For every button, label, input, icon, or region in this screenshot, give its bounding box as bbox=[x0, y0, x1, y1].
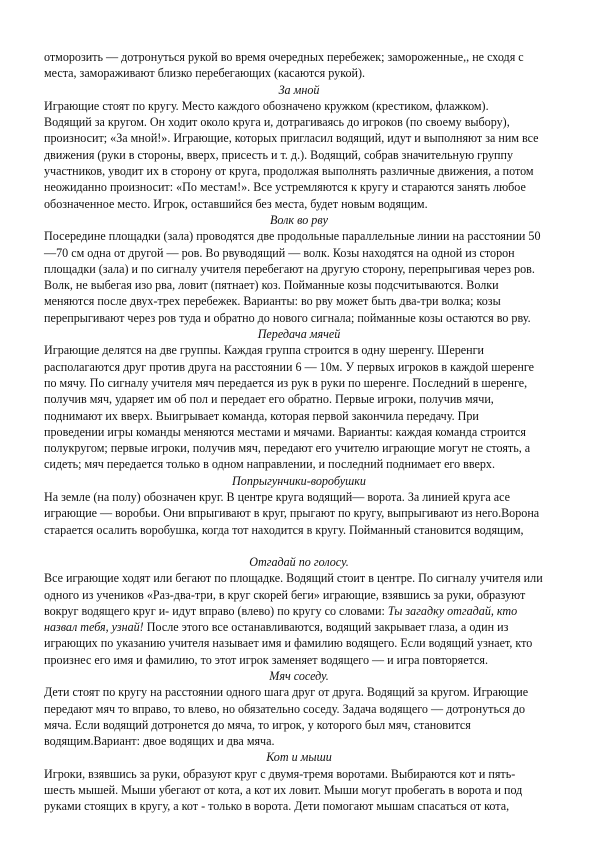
text-line: одного из учеников «Раз-два-три, в круг скорей беги» играющие, взявшись за руки, образуют bbox=[44, 587, 526, 602]
text-line: передают мяч то вправо, то влево, но обязательно соседу. Задача водящего — дотронуться до bbox=[44, 701, 526, 716]
text-line: движения (руки в стороны, вверх, присесть и т. д.). Водящий, собрав значительную группу bbox=[44, 147, 514, 162]
text-line: мяча. Если водящий дотронется до мяча, то игрок, у которого был мяч, становится bbox=[44, 717, 471, 732]
text-line: —70 см одна от другой — ров. Во рвуводящий — волк. Козы находятся на одной из сторон bbox=[44, 245, 515, 260]
text-line: меняются после двух-трех перебежек. Варианты: во рву может быть два-три волка; козы bbox=[44, 294, 501, 309]
text-span: После этого все останавливаются, водящий закрывает глаза, а один из bbox=[143, 620, 509, 635]
text-line bbox=[44, 619, 554, 635]
section-title: Передача мячей bbox=[257, 327, 341, 342]
section-otgaday bbox=[44, 554, 554, 668]
text-line: отморозить — дотронуться рукой во время очередных перебежек; замороженные,, не сходя с bbox=[44, 50, 524, 64]
verse-text: назвал тебя, узнай! bbox=[44, 620, 144, 635]
text-line: полукругом; первые игроки, получив мяч, передают его учителю играющие могут не стоять, а bbox=[44, 441, 531, 456]
text-line bbox=[44, 603, 554, 619]
section-title: Отгадай по голосу. bbox=[249, 554, 349, 569]
text-line: располагаются друг против друга на расстоянии 6 — 10м. У первых игроков в каждой шеренге bbox=[44, 359, 535, 374]
section-title: Попрыгунчики-воробушки bbox=[232, 473, 366, 488]
section-myach-sosedu bbox=[44, 668, 554, 749]
text-line: руками стоящих в кругу, а кот - только в ворота. Дети помогают мышам спасаться от кота, bbox=[44, 799, 510, 814]
text-line: получив мяч, ударяет им об пол и передает его обратно. Первые игроки, получив мячи, bbox=[44, 392, 494, 407]
text-line: Дети стоят по кругу на расстоянии одного шага друг от друга. Водящий за кругом. Играющие bbox=[44, 685, 529, 700]
text-line: произносит; «За мной!». Играющие, которых пригласил водящий, идут и выполняют за ним все bbox=[44, 131, 539, 146]
text-line: перепрыгивают через ров туда и обратно до нового сигнала; пойманные козы остаются во рву. bbox=[44, 310, 531, 325]
text-line: участников, уводит их в сторону от круга, продолжая выполнять различные движения, а потом bbox=[44, 164, 534, 179]
text-line: Все играющие ходят или бегают по площадке. Водящий стоит в центре. По сигналу учителя или bbox=[44, 571, 543, 586]
text-line: поднимают их вверх. Выигрывает команда, которая первой закончила передачу. При bbox=[44, 408, 479, 423]
text-line: по мячу. По сигналу учителя мяч передается из рук в руки по шеренге. Последний в шеренге, bbox=[44, 375, 528, 390]
text-line: Волк, не выбегая изо рва, ловит (пятнает) коз. Пойманные козы подсчитываются. Волки bbox=[44, 278, 499, 293]
section-kot-i-myshi bbox=[44, 749, 554, 814]
section-title: Мяч соседу. bbox=[269, 668, 329, 683]
text-line: Играющие стоят по кругу. Место каждого обозначено кружком (крестиком, флажком). bbox=[44, 98, 489, 113]
blank-line bbox=[44, 538, 554, 554]
text-line: обозначенное место. Игрок, оставшийся без места, будет новым водящим. bbox=[44, 196, 428, 211]
document-page bbox=[44, 49, 554, 815]
text-line: играющие — воробьи. Они впрыгивают в круг, прыгают по кругу, выпрыгивают из него.Ворона bbox=[44, 506, 540, 521]
text-line: площадки (зала) и по сигналу учителя перебегают на другую сторону, перепрыгивая через ров. bbox=[44, 261, 535, 276]
text-line: старается осалить воробушка, когда тот находится в кругу. Пойманный становится водящим, bbox=[44, 522, 524, 537]
text-line: На земле (на полу) обозначен круг. В центре круга водящий— ворота. За линией круга асе bbox=[44, 490, 510, 505]
section-peredacha-myachey bbox=[44, 326, 554, 473]
text-line: места, замораживают близко перебегающих (касаются рукой). bbox=[44, 66, 366, 81]
section-poprygunchiki bbox=[44, 473, 554, 538]
text-line: играющих по указанию учителя называет имя и фамилию водящего. Если водящий узнает, кто bbox=[44, 636, 533, 651]
text-line: произнес его имя и фамилию, то этот игрок заменяет водящего — и игра повторяется. bbox=[44, 652, 488, 667]
section-title: Волк во рву bbox=[270, 212, 328, 227]
text-line: шесть мышей. Мыши убегают от кота, а кот их ловит. Мыши могут пробегать в ворота и под bbox=[44, 783, 523, 798]
text-line: неожиданно произносит: «По местам!». Все устремляются к кругу и стараются занять любое bbox=[44, 180, 526, 195]
text-line: Посередине площадки (зала) проводятся две продольные параллельные линии на расстоянии 50 bbox=[44, 229, 541, 244]
text-line: Водящий за кругом. Он ходит около круга и, дотрагиваясь до игроков (по своему выбору), bbox=[44, 115, 510, 130]
intro-paragraph bbox=[44, 49, 554, 82]
verse-text: Ты загадку отгадай, кто bbox=[387, 603, 518, 618]
text-line: сидеть; мяч передается только в одном направлении, и последний поднимает его вверх. bbox=[44, 457, 495, 472]
text-line: Игроки, взявшись за руки, образуют круг с двумя-тремя воротами. Выбираются кот и пять- bbox=[44, 766, 516, 781]
text-line: Играющие делятся на две группы. Каждая группа строится в одну шеренгу. Шеренги bbox=[44, 343, 485, 358]
section-volk-vo-rvu bbox=[44, 212, 554, 326]
section-title: Кот и мыши bbox=[266, 750, 332, 765]
text-span: вокруг водящего круг и- идут вправо (влево) по кругу со словами: bbox=[44, 603, 388, 618]
section-title: За мной bbox=[278, 82, 320, 97]
text-line: водящим.Вариант: двое водящих и два мяча. bbox=[44, 734, 275, 749]
text-line: проведении игры команды меняются местами и мячами. Варианты: каждая команда строится bbox=[44, 424, 526, 439]
section-za-mnoy bbox=[44, 82, 554, 212]
